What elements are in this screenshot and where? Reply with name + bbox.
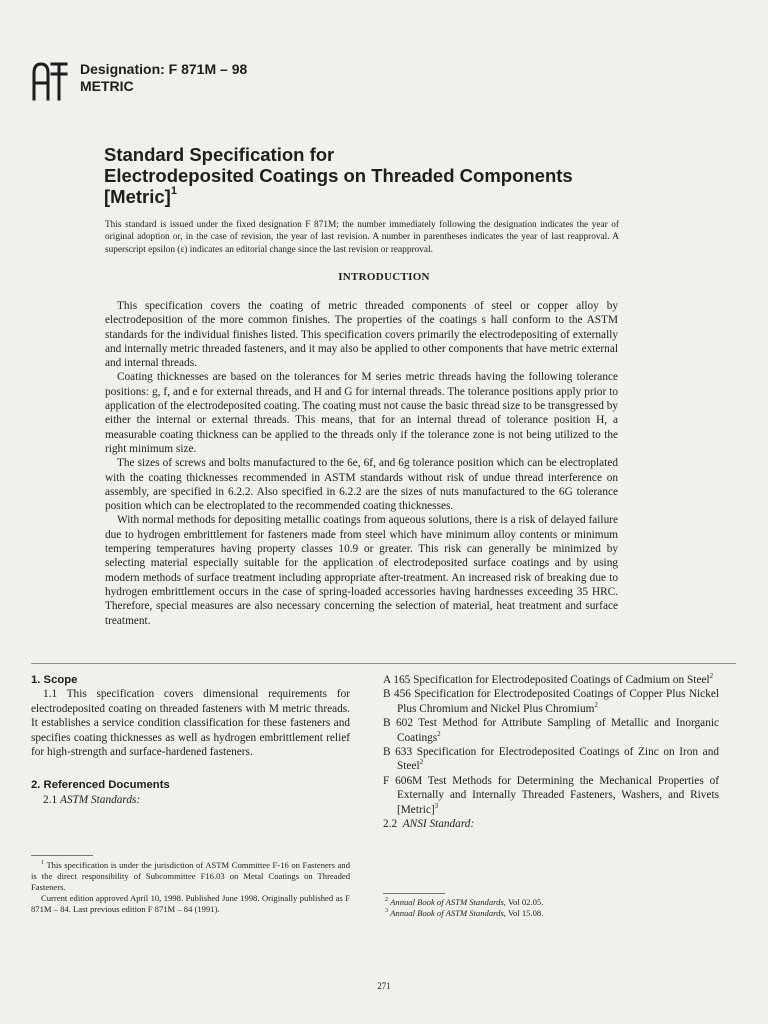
intro-paragraph: This specification covers the coating of metric threaded components of steel or copper alloy by electrodeposition of the more common finishes. The properties of the coatings s hall conform to the ASTM standards for the individual finishes listed. This specification covers primarily the electrodepositing of externally and internally metric threaded fasteners, and it may also be applied to other components that have metric external and internal threads. bbox=[105, 300, 618, 370]
footnotes-left bbox=[31, 860, 350, 915]
scope-text: 1.1 This specification covers dimensional requirements for electrodeposited coating on threaded fasteners with M metric threads. It establishes a service condition classification for these fasteners and specifies coating thicknesses as well as hydrogen embrittlement relief for high-strength and surface-hardened fasteners. bbox=[31, 688, 350, 759]
reference-item: F 606M Test Methods for Determining the Mechanical Properties of Externally and Internally Threaded Fasteners, Washers, and Rivets [Metric]$^3$ bbox=[383, 774, 719, 816]
page-number: 271 bbox=[377, 981, 391, 991]
footnote: $^2$ Annual Book of ASTM Standards, Vol 02.05. bbox=[385, 897, 544, 907]
intro-paragraph: With normal methods for depositing metallic coatings from aqueous solutions, there is a risk of delayed failure due to hydrogen embrittlement for fasteners made from steel which have minimum alloy contents or minimum tempering temperatures having property classes 10.9 or greater. This risk can generally be minimized by selecting material especially suitable for the application of electrodeposited surface coatings and by using modern methods of surface treatment including appropriate after-treatment. An increased risk of breaking due to hydrogen embrittlement occurs in the case of spring-loaded accessories having hardnesses exceeding 35 HRC. Therefore, special measures are also necessary concerning the selection of material, heat treatment and surface treatment. bbox=[105, 514, 618, 627]
astm-standards-subheading: 2.1 ASTM Standards: bbox=[43, 793, 141, 806]
introduction-heading: INTRODUCTION bbox=[338, 271, 430, 283]
title-line-1: Standard Specification for bbox=[104, 144, 335, 165]
left-column bbox=[31, 673, 350, 807]
reference-item: A 165 Specification for Electrodeposited Coatings of Cadmium on Steel$^2$ bbox=[383, 672, 714, 686]
metric-label: METRIC bbox=[80, 78, 134, 94]
designation: Designation: F 871M – 98 bbox=[80, 61, 248, 77]
footnote: $^1$ This specification is under the jurisdiction of ASTM Committee F-16 on Fasteners and is the direct responsibility of Subcommittee F16.03 on Metal Coatings on Threaded Fasteners. bbox=[31, 860, 350, 892]
footnote: $^3$ Annual Book of ASTM Standards, Vol 15.08. bbox=[385, 908, 544, 918]
ansi-standard-subheading: 2.2 ANSI Standard: bbox=[383, 818, 475, 831]
intro-paragraph: Coating thicknesses are based on the tolerances for M series metric threads having the following tolerance positions: g, f, and e for external threads, and H and G for internal threads. The tolerance positions apply prior to application of the electrodeposited coating. The coating must not cause the basic thread size to be transgressed by either the internal or external threads. This means, that for an internal thread of tolerance position H, a measurable coating thickness can be applied to the threads only if the tolerance zone is not being utilized to the right minimum size. bbox=[105, 371, 619, 455]
title-footnote-mark: 1 bbox=[170, 185, 177, 197]
footnotes-right bbox=[383, 897, 643, 919]
footnote: Current edition approved April 10, 1998. Published June 1998. Originally published as F 871M – 84. Last previous edition F 871M – 84 (1991). bbox=[31, 893, 350, 914]
astm-logo-icon bbox=[31, 61, 69, 101]
intro-paragraph: The sizes of screws and bolts manufactured to the 6e, 6f, and 6g tolerance position which can be electroplated with the coating thicknesses recommended in ASTM standards without risk of undue thread interference on assembly, are specified in 6.2.2. Also specified in 6.2.2 are the sizes of nuts manufactured to the 6G tolerance position which can be electroplated to the recommended coating thicknesses. bbox=[105, 457, 618, 513]
right-column bbox=[383, 673, 719, 831]
scope-heading: 1. Scope bbox=[31, 674, 78, 686]
reference-item: B 633 Specification for Electrodeposited Coatings of Zinc on Iron and Steel$^2$ bbox=[383, 746, 719, 773]
title-line-2: Electrodeposited Coatings on Threaded Components bbox=[104, 165, 573, 186]
section-divider bbox=[31, 663, 736, 664]
title-line-3: [Metric]$^1$ bbox=[104, 185, 177, 207]
standard-issue-note: This standard is issued under the fixed designation F 871M; the number immediately following the designation indicates the year of original adoption or, in the case of revision, the year of last revision. A number in parentheses indicates the year of last reapproval. A superscript epsilon (ε) indicates an editorial change since the last revision or reapproval. bbox=[105, 220, 619, 255]
reference-item: B 602 Test Method for Attribute Sampling of Metallic and Inorganic Coatings$^2$ bbox=[383, 717, 719, 744]
designation-block bbox=[80, 61, 247, 95]
referenced-documents-heading: 2. Referenced Documents bbox=[31, 779, 170, 792]
introduction-body bbox=[105, 299, 618, 628]
document-title bbox=[104, 144, 573, 207]
reference-item: B 456 Specification for Electrodeposited Coatings of Copper Plus Nickel Plus Chromium and Nickel Plus Chromium$^2$ bbox=[383, 688, 719, 715]
footnote-rule bbox=[383, 893, 445, 894]
footnote-rule bbox=[31, 855, 93, 856]
